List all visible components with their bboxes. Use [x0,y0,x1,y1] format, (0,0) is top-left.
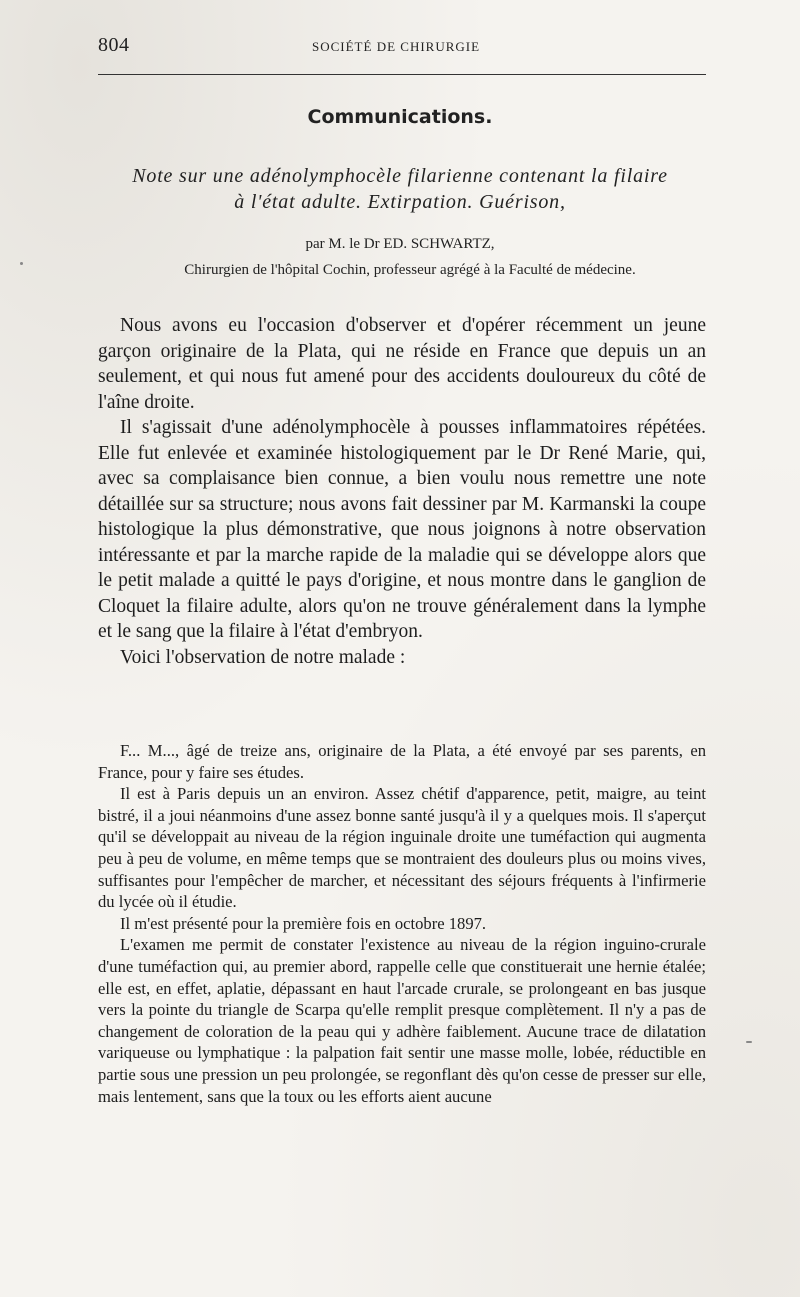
article-title-line-1: Note sur une adénolymphocèle filarienne contenant la filaire [132,165,668,187]
paragraph: Nous avons eu l'occasion d'observer et d'opérer récemment un jeune garçon originaire de la Plata, qui ne réside en France que depuis un an seulement, et qui nous fut amené pour des accidents douloureux du côté de l'aîne droite. [98,315,706,413]
page-header [98,34,706,58]
paragraph: Voici l'observation de notre malade : [120,646,406,668]
scan-speck [20,262,23,265]
running-head: SOCIÉTÉ DE CHIRURGIE [312,39,481,54]
paragraph: Il est à Paris depuis un an environ. Assez chétif d'apparence, petit, maigre, au teint bistré, il a joui néanmoins d'une assez bonne santé jusqu'à il y a quelques mois. Il s'aperçut qu'il se développait au niveau de la région inguinale droite une tuméfaction qui augmenta peu à peu de volume, en même temps que se montraient des douleurs plus ou moins vives, suffisantes pour l'empêcher de marcher, et nécessitant des séjours fréquents à l'infirmerie du lycée où il étudie. [98,784,706,912]
scan-speck [746,1041,752,1043]
intro-text [98,313,706,670]
observation-text [98,740,706,1107]
paragraph: F... M..., âgé de treize ans, originaire de la Plata, a été envoyé par ses parents, en France, pour y faire ses études. [98,741,706,782]
author-affiliation: Chirurgien de l'hôpital Cochin, professeur agrégé à la Faculté de médecine. [184,262,636,278]
paragraph: Il m'est présenté pour la première fois en octobre 1897. [120,913,487,933]
section-title: Communications. [307,106,493,128]
paragraph: Il s'agissait d'une adénolymphocèle à pousses inflammatoires répétées. Elle fut enlevée et examinée histologiquement par le Dr René Marie, qui, avec sa complaisance bien connue, a bien voulu nous remettre une note détaillée sur sa structure; nous avons fait dessiner par M. Karmanski la coupe histologique la plus démonstrative, que nous joignons à notre observation intéressante et par la marche rapide de la maladie qui se développe alors que le petit malade a quitté le pays d'origine, et nous montre dans le ganglion de Cloquet la filaire adulte, alors qu'on ne trouve généralement dans la lymphe et le sang que la filaire à l'état d'embryon. [98,417,706,642]
header-rule [98,74,706,75]
article-title [100,163,700,215]
paragraph: L'examen me permit de constater l'existence au niveau de la région inguino-crurale d'une tuméfaction qui, au premier abord, rappelle celle que constituerait une hernie étalée; elle est, en effet, aplatie, dépassant en haut l'arcade crurale, se prolongeant en bas jusque vers la pointe du triangle de Scarpa qu'elle remplit presque complètement. Il n'y a pas de changement de coloration de la peau qui y adhère faiblement. Aucune trace de dilatation variqueuse ou lymphatique : la palpation fait sentir une masse molle, lobée, réductible en partie sous une pression un peu prolongée, se regonflant dès qu'on cesse de presser sur elle, mais lentement, sans que la toux ou les efforts aient aucune [98,935,706,1106]
author-byline: par M. le Dr ED. SCHWARTZ, [305,236,495,252]
page-number: 804 [98,34,130,56]
article-title-line-2: à l'état adulte. Extirpation. Guérison, [234,191,566,213]
